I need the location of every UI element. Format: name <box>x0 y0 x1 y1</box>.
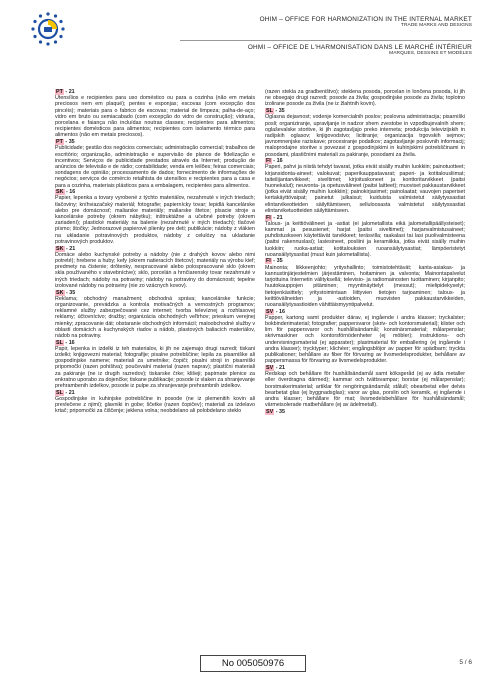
class-number: 16 <box>279 308 285 315</box>
language-code: FI <box>266 158 271 165</box>
separator: - <box>273 108 279 115</box>
language-code: SK <box>56 189 64 196</box>
goods-services-text: Reklama; obchodný manažment; obchodná správa; kancelárske funkcie; organizovanie, prevádzka a kontrola motivačných a vernostných programov; reklamné služby zabezpečované cez internet; tvorba televíznej a rozhlasovej reklamy; účtovníctvo; dražby; organizácia obchodných veľtrhov; prieskum verejnej mienky; zpracovanie dát; obstaranie obchodných informácií; maloobchodné služby v oblasti domácich a kuchynských riadov a nádob, plastových baliacich materiálov, nádob na potraviny. <box>55 295 255 339</box>
separator: - <box>63 339 69 346</box>
goods-services-text: (razen stekla za gradbeništvo); steklena posoda, porcelan in lončena posoda, ki jih ne obsegajo drugi razredi; posode za živila; gospodinjske posode za živila; toplotno izolirane posode za živila (ne iz žlahtnih kovin). <box>265 89 465 108</box>
class-number: 16 <box>69 189 76 196</box>
class-number: 21 <box>68 89 75 95</box>
class-number: 35 <box>276 258 283 265</box>
language-code: PT <box>56 89 63 95</box>
separator: - <box>274 364 279 371</box>
language-code: SL <box>266 108 273 115</box>
class-number: 16 <box>68 339 75 346</box>
class-number: 21 <box>68 389 75 396</box>
language-code: SK <box>56 289 64 296</box>
goods-services-text: Papier, lepenka a tovary vyrobené z týchto materiálov, nezahrnuté v iných triedach; tlačoviny; kníhviazačský materiál; fotografie; papiernícky tovar; lepidlá kancelárske alebo pre domácnosť; maliarske materiály; maliarske štetce; písacie stroje a kancelárske potreby (okrem nábytku); inštruktážne a učebné potreby (okrem zariadení); plastické materiály na balenie (nezahrnuté v iných triedach); tlačové písmo; štočky; Jednorazové papierové plienky pre deti; publikácie; nádoby z vlákien na ukladanie potravinových produktov, nádoby z celulózy na ukladanie potravinových produktov. <box>55 195 255 245</box>
separator: - <box>64 189 70 196</box>
language-code: SV <box>266 408 274 415</box>
goods-services-text: Redskap och behållare för hushållsändamål samt köksgeråd (ej av ädla metaller eller överdragna därmed); kammar och tvättsvampar; borstar (ej målarpenslar); borstmakerimaterial; artiklar för rengöringsändamål; stålull; obearbetat eller delvis bearbetat glas (ej byggnadsglas); varor av glas, porslin och keramik, ej ingående i andra klasser; behållare för mat; livsmedelsbehållare för hushållsändamål; värmeisolerade matbehållare (ej av ädelmetall). <box>265 371 465 409</box>
goods-services-text: Papir, lepenka in izdelki iz teh materialov, ki jih ne zajemajo drugi razredi; tiskani izdelki; knjigovezni material; fotografije; pisalne potrebščine; lepila za pisarniške ali gospodinjske namene; materiali za umetnike; čopiči; pisalni stroji in pisarniški pripomočki (razen pohištva); poučevalni material (razen naprav); plastični materiali za pakiranje (ne iz drugih razredov); tiskarske črke; klišeji; papirnate plenice za enkratno uporabo za dojenčke; tiskane publikacije; posode iz vlaken za shranjevanje prehrambenih izdelkov, posode iz pulpe za shranjevanje prehrambnih izdelkov. <box>55 345 255 390</box>
separator: - <box>64 245 70 252</box>
header-ohim <box>260 16 472 28</box>
goods-services-text: Publicidade; gestão dos negócios comerciais; administração comercial; trabalhos de escritório; organização, administração e supervisão de planos de fidelização e incentivos; Serviços de publicidade prestados através da Internet; produção de anúncios de televisão e de rádio; contabilidade; venda em leilões; feiras comerciais; sondagens de opinião; processamento de dados; fornecimento de informações de negócios; serviços de comércio retalhista de utensílios e recipientes para a casa e para a cozinha, materiais plásticos para a embalagem, recipientes para alimentos. <box>55 145 255 189</box>
right-column <box>265 89 465 639</box>
language-code: PT <box>56 139 63 146</box>
class-number: 21 <box>276 214 283 221</box>
class-number: 35 <box>278 108 285 115</box>
header-line2: OHMI – OFFICE DE L'HARMONISATION DANS LE MARCHÉ INTÉRIEUR <box>247 44 472 51</box>
goods-services-text: Utensílios e recipientes para uso doméstico ou para a cozinha (não em metais preciosos nem em plaqué); pentes e esponjas; escovas (com excepção dos pincéis); materiais para o fabrico de escovas; material de limpeza; palha-de-aço; vidro em bruto ou semiacabado (com excepção do vidro de construção); vidraria, porcelana e faiança não incluídas noutras classes; recipientes para alimentos; recipientes domésticos para alimentos; recipientes com isolamento térmico para alimentos (não em metais preciosos). <box>55 95 255 139</box>
goods-services-text: Mainonta; liikkeenjohto; yrityshallinto; toimistotehtävät; kanta-asiakas- ja kannustinjärjestelmien järjestäminen, hoitaminen ja valvonta; Mainontapalvelut tarjottuina Internetin välityksellä; televisio- ja radiomainosten tuottaminen; kirjanpito; huutokauppojen pitäminen; myyntinäyttelyt (messut); mielipidekyselyt; tietojenkäsittely; yritystoimintaan liittyvien tietojen tarjoaminen; talous- ja keittiövälineiden ja -astioiden, muovisten pakkaustarvikkeiden, ruoansäilytysastioiden vähittäismyyntipalvelut. <box>265 264 465 308</box>
class-number: 16 <box>276 158 283 165</box>
language-code: SV <box>266 364 274 371</box>
goods-services-text: Papper, kartong samt produkter därav, ej ingående i andra klasser; tryckalster; bokbinderimaterial; fotografier; pappersvaror (skriv- och kontorsmaterial); klister och lim för pappersvaror och hushållsändamål; konstnärsmaterial; målarpenslar; skrivmaskiner och kontorsförnödenheter (ej möbler); instruktions- och undervisningsmaterial (ej apparater); plastmaterial för emballering (ej ingående i andra klasser); trycktyper; klichéer; engångsblöjor av papper för spädbarn; tryckta publikationer; behållare av fiber för förvaring av livsmedelsprodukter, behållare av pappersmassa för förvaring av livsmedelsprodukter. <box>265 314 465 365</box>
language-code: SK <box>56 245 64 252</box>
goods-services-text: Gospodinjske in kuhinjske potrebščine in posode (ne iz plemenitih kovin ali prevlečene z njimi); glavniki in gobe; ščetke (razen čopičev); materiali za izdelavo krtač; pripomočki za čiščenje; jeklena volna; neobdelano ali polobdelano steklo <box>55 395 255 415</box>
separator: - <box>271 258 277 265</box>
language-code: SV <box>266 308 274 315</box>
class-number: 21 <box>279 364 285 371</box>
separator: - <box>63 389 69 396</box>
class-number: 35 <box>279 408 285 415</box>
content-columns <box>55 89 465 639</box>
separator: - <box>63 139 69 146</box>
header-divider <box>180 40 472 41</box>
separator: - <box>271 158 277 165</box>
language-code: FI <box>266 214 271 221</box>
document-number: No 005050976 <box>200 655 306 672</box>
separator: - <box>274 308 279 315</box>
class-number: 35 <box>68 139 75 146</box>
separator: - <box>64 289 70 296</box>
separator: - <box>274 408 279 415</box>
language-code: FI <box>266 258 271 265</box>
class-number: 21 <box>69 245 76 252</box>
separator: - <box>271 214 277 221</box>
language-code: SL <box>56 339 63 346</box>
ohim-logo-icon <box>28 10 68 50</box>
header-ohmi <box>248 44 472 56</box>
separator: - <box>63 89 69 95</box>
goods-services-text: Talous- ja keittiövälineet ja -astiat (ei jalometallista eikä jalometallipäällysteiset); kammat ja pesusienet; harjat (paitsi siveltimet); harjanvalmistusaineet; puhdistuskseen käytettävät tarvikkeet; teräsvilla; raakalasi tai lasi puolivalmisteena (paitsi rakennuslasi); lasiesineet, posliini ja keramiikka, jotka eivät sisälly muihin luokkiin; ruoka-astiat; kotitalouksien ruoansäilytysastiat; lämpöeristetyt ruoansäilytysastiat (muut kuin jalometallista). <box>265 220 465 258</box>
header-line1-sub: TRADE MARKS AND DESIGNS <box>400 23 472 28</box>
page-number: 5 / 6 <box>459 659 472 666</box>
header-line1: OHIM – OFFICE FOR HARMONIZATION IN THE INTERNAL MARKET <box>259 16 472 23</box>
left-column <box>55 89 255 639</box>
goods-services-text: Oglasna dejavnost; vodenje komercialnih poslov; poslovna administracija; pisarniški posli; organiziranje, upravljanje in nadzor shem zvestobe in vzpodbujevalnih shem; oglaševalske storitve, ki jih zagotavljajo preko interneta; produkcija televizijskih in radijskih oglasov; knjigovodstvo; licitiranje; organizacija trgovskih sejmov; javnomnenjske raziskave; procesiranje podatkov; zagotavljanje poslovnih informacij; maloprodajne storitve s povezavi z gospodinjskimi in kuhinjskimi potrebščinami in posodami, plastičnimi materiali za pakiranje, posodami za živila. <box>265 114 465 158</box>
header-line2-sub: MARQUES, DESSINS ET MODÈLES <box>389 51 472 56</box>
class-number: 35 <box>69 289 76 296</box>
goods-services-text: Domáce alebo kuchynské potreby a nádoby (nie z drahých kovov alebo nimi potreté); hrebene a huby; kefy (okrem natieracích štetcov); materiály na výrobu kief; predmety na čistenie; drôtenky, nespracované alebo polospracované sklo (okrem skla používaného v stavebníctve); sklo, porcelán a hrnčiarensky tovar nezahrnuté v iných triedach; nádoby na potraviny; nádoby na potraviny do domácnosti; tepelne izolované nádoby na potraviny (nie zo vzácnych kovov). <box>55 251 255 289</box>
goods-services-text: Paperi, pahvi ja niistä tehdyt tavarat, jotka eivät sisälly muihin luokkiin; painotuotteet; kirjansidonta-aineet; valokuvat; paperikauppatavarat; paperi- ja kotitalousliimat; taiteilijantarvikkeet; siveltimet; kirjoituskoneet ja konttoritarvikkeet (paitsi huonekalut); neuvonta- ja opetusvälineet (paitsi laitteet); muoviset pakkaustarvikkeet (jotka eivät sisälly muihin luokkiin); painokirjasimet; painolaatat; vauvojen paperiset kertakäyttövaipat; painetut julkaisut; kuiduista valmistetut säilytyssastiat elintarvikeotteiden säilyttämiseen, selluloosasta valmistetut säilytyssastiat elintarviketuotteiden säilyttämiseen. <box>265 164 465 214</box>
class-label <box>265 409 465 415</box>
language-code: SL <box>56 389 63 396</box>
